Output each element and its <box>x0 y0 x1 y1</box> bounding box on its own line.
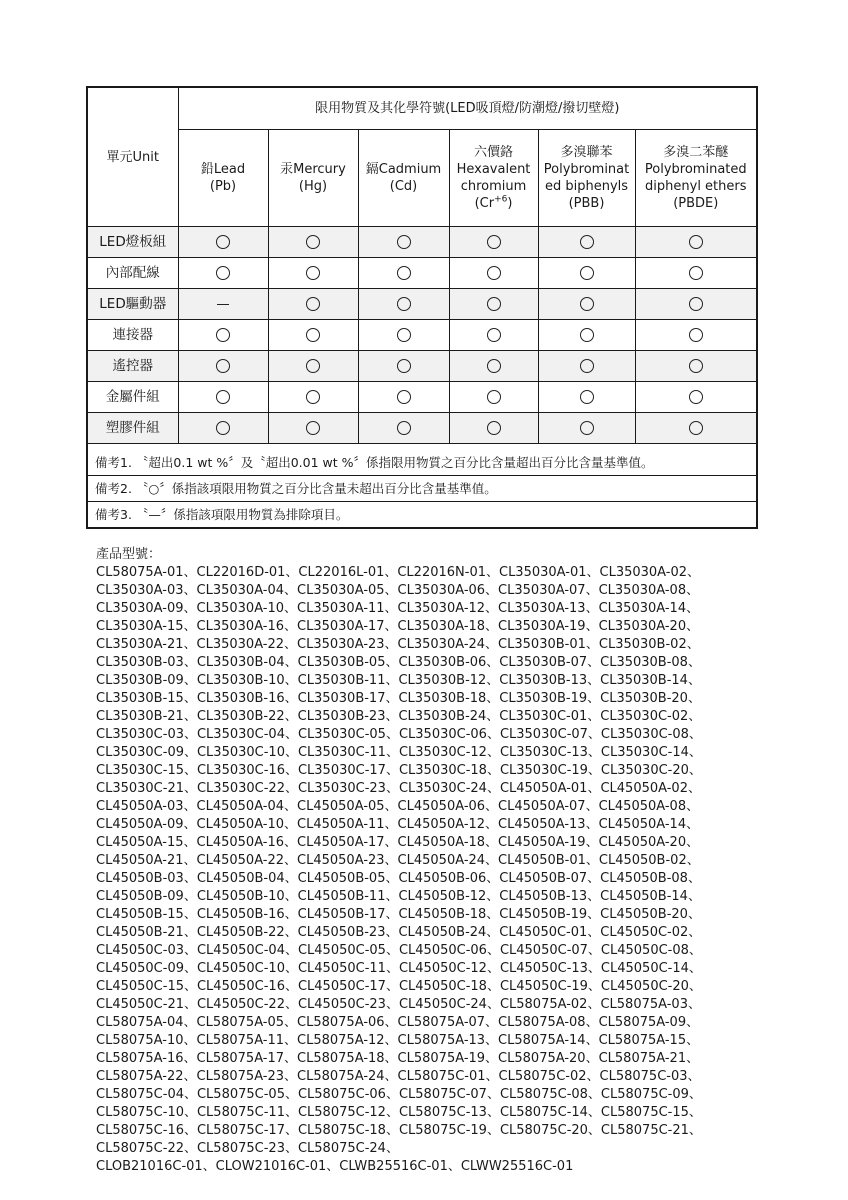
compliance-mark <box>538 382 635 413</box>
compliance-mark <box>635 351 757 382</box>
model-line: CL45050A-15、CL45050A-16、CL45050A-17、CL45050A-18、CL45050A-19、CL45050A-20、 <box>96 835 700 850</box>
circle-icon <box>397 266 411 280</box>
model-line: CL58075A-10、CL58075A-11、CL58075A-12、CL58075A-13、CL58075A-14、CL58075A-15、 <box>96 1033 700 1048</box>
note-2: 備考2. 〝○〞係指該項限用物質之百分比含量未超出百分比含量基準值。 <box>87 476 757 502</box>
substance-header-cr6: 六價鉻 Hexavalent chromium $(Cr^{+6})$ <box>449 130 538 227</box>
compliance-mark <box>268 227 358 258</box>
compliance-mark <box>538 289 635 320</box>
compliance-mark <box>268 258 358 289</box>
circle-icon <box>306 297 320 311</box>
circle-icon <box>216 235 230 249</box>
component-name: 金屬件組 <box>87 382 178 413</box>
circle-icon <box>397 328 411 342</box>
model-line: CL58075C-10、CL58075C-11、CL58075C-12、CL58075C-13、CL58075C-14、CL58075C-15、 <box>96 1105 702 1120</box>
unit-header: 單元Unit <box>87 87 178 227</box>
circle-icon <box>216 328 230 342</box>
compliance-mark <box>268 413 358 444</box>
circle-icon <box>689 297 703 311</box>
model-line: CL58075C-04、CL58075C-05、CL58075C-06、CL58075C-07、CL58075C-08、CL58075C-09、 <box>96 1087 702 1102</box>
model-line: CL58075C-16、CL58075C-17、CL58075C-18、CL58075C-19、CL58075C-20、CL58075C-21、 <box>96 1123 702 1138</box>
compliance-mark <box>268 382 358 413</box>
model-line: CL58075A-22、CL58075A-23、CL58075A-24、CL58075C-01、CL58075C-02、CL58075C-03、 <box>96 1069 701 1084</box>
circle-icon <box>306 359 320 373</box>
model-line: CL45050C-21、CL45050C-22、CL45050C-23、CL45050C-24、CL58075A-02、CL58075A-03、 <box>96 997 701 1012</box>
circle-icon <box>216 359 230 373</box>
model-list-label: 產品型號： <box>96 547 162 562</box>
compliance-mark <box>268 351 358 382</box>
model-lines <box>96 564 736 1176</box>
model-line: CL45050A-21、CL45050A-22、CL45050A-23、CL45050A-24、CL45050B-01、CL45050B-02、 <box>96 853 700 868</box>
table-row <box>87 351 757 382</box>
circle-icon <box>487 359 501 373</box>
model-line: CL35030C-09、CL35030C-10、CL35030C-11、CL35030C-12、CL35030C-13、CL35030C-14、 <box>96 745 702 760</box>
circle-icon <box>689 421 703 435</box>
model-line: CL45050B-21、CL45050B-22、CL45050B-23、CL45050B-24、CL45050C-01、CL45050C-02、 <box>96 925 702 940</box>
compliance-mark <box>449 227 538 258</box>
table-row <box>87 382 757 413</box>
circle-icon <box>487 390 501 404</box>
model-line: CL35030B-09、CL35030B-10、CL35030B-11、CL35030B-12、CL35030B-13、CL35030B-14、 <box>96 673 701 688</box>
compliance-mark <box>635 258 757 289</box>
compliance-mark <box>268 320 358 351</box>
substance-header-pbde: 多溴二苯醚 Polybrominated diphenyl ethers (PBDE) <box>635 130 757 227</box>
compliance-mark <box>538 351 635 382</box>
circle-icon <box>306 390 320 404</box>
compliance-mark <box>449 289 538 320</box>
circle-icon <box>487 266 501 280</box>
model-line: CL35030A-09、CL35030A-10、CL35030A-11、CL35030A-12、CL35030A-13、CL35030A-14、 <box>96 601 700 616</box>
model-line: CL45050A-09、CL45050A-10、CL45050A-11、CL45050A-12、CL45050A-13、CL45050A-14、 <box>96 817 700 832</box>
component-name: LED燈板組 <box>87 227 178 258</box>
model-line: CL35030B-03、CL35030B-04、CL35030B-05、CL35030B-06、CL35030B-07、CL35030B-08、 <box>96 655 701 670</box>
model-line: CL45050B-09、CL45050B-10、CL45050B-11、CL45050B-12、CL45050B-13、CL45050B-14、 <box>96 889 701 904</box>
model-line: CL45050B-03、CL45050B-04、CL45050B-05、CL45050B-06、CL45050B-07、CL45050B-08、 <box>96 871 701 886</box>
circle-icon <box>397 421 411 435</box>
circle-icon <box>689 328 703 342</box>
compliance-mark <box>178 258 268 289</box>
compliance-mark <box>358 351 449 382</box>
component-name: 連接器 <box>87 320 178 351</box>
circle-icon <box>580 266 594 280</box>
model-line: CL35030C-21、CL35030C-22、CL35030C-23、CL35030C-24、CL45050A-01、CL45050A-02、 <box>96 781 701 796</box>
circle-icon <box>580 359 594 373</box>
compliance-mark <box>449 320 538 351</box>
compliance-mark <box>538 227 635 258</box>
circle-icon <box>487 421 501 435</box>
compliance-mark <box>449 413 538 444</box>
dash-icon <box>217 304 229 305</box>
compliance-mark <box>449 258 538 289</box>
compliance-mark <box>268 289 358 320</box>
compliance-mark <box>178 351 268 382</box>
compliance-mark <box>178 320 268 351</box>
model-line: CL45050C-03、CL45050C-04、CL45050C-05、CL45050C-06、CL45050C-07、CL45050C-08、 <box>96 943 702 958</box>
circle-icon <box>397 297 411 311</box>
circle-icon <box>689 235 703 249</box>
compliance-mark <box>635 227 757 258</box>
compliance-mark <box>358 289 449 320</box>
component-name: 塑膠件組 <box>87 413 178 444</box>
model-line: CL58075A-04、CL58075A-05、CL58075A-06、CL58075A-07、CL58075A-08、CL58075A-09、 <box>96 1015 700 1030</box>
component-name: 遙控器 <box>87 351 178 382</box>
model-line: CL35030A-21、CL35030A-22、CL35030A-23、CL35030A-24、CL35030B-01、CL35030B-02、 <box>96 637 700 652</box>
compliance-mark <box>635 413 757 444</box>
compliance-mark <box>358 258 449 289</box>
compliance-mark <box>178 382 268 413</box>
compliance-mark <box>178 289 268 320</box>
note-1: 備考1. 〝超出0.1 wt %〞及〝超出0.01 wt %〞係指限用物質之百分比含量超出百分比含量基準值。 <box>87 444 757 476</box>
circle-icon <box>397 235 411 249</box>
compliance-mark <box>449 351 538 382</box>
model-line: CL35030A-15、CL35030A-16、CL35030A-17、CL35030A-18、CL35030A-19、CL35030A-20、 <box>96 619 700 634</box>
circle-icon <box>689 359 703 373</box>
circle-icon <box>397 390 411 404</box>
substance-header-hg: 汞Mercury (Hg) <box>268 130 358 227</box>
model-line: CL45050A-03、CL45050A-04、CL45050A-05、CL45050A-06、CL45050A-07、CL45050A-08、 <box>96 799 700 814</box>
compliance-mark <box>358 227 449 258</box>
circle-icon <box>216 421 230 435</box>
compliance-mark <box>178 413 268 444</box>
component-name: LED驅動器 <box>87 289 178 320</box>
compliance-mark <box>635 382 757 413</box>
compliance-mark <box>538 320 635 351</box>
circle-icon <box>689 266 703 280</box>
model-line: CL35030C-03、CL35030C-04、CL35030C-05、CL35030C-06、CL35030C-07、CL35030C-08、 <box>96 727 702 742</box>
circle-icon <box>306 235 320 249</box>
model-line: CL45050C-09、CL45050C-10、CL45050C-11、CL45050C-12、CL45050C-13、CL45050C-14、 <box>96 961 702 976</box>
compliance-mark <box>635 320 757 351</box>
model-line: CL35030B-15、CL35030B-16、CL35030B-17、CL35030B-18、CL35030B-19、CL35030B-20、 <box>96 691 701 706</box>
compliance-mark <box>449 382 538 413</box>
circle-icon <box>306 421 320 435</box>
compliance-mark <box>538 258 635 289</box>
component-name: 內部配線 <box>87 258 178 289</box>
circle-icon <box>580 390 594 404</box>
model-line: CL35030B-21、CL35030B-22、CL35030B-23、CL35030B-24、CL35030C-01、CL35030C-02、 <box>96 709 702 724</box>
substance-header-cd: 鎘Cadmium (Cd) <box>358 130 449 227</box>
table-row <box>87 289 757 320</box>
circle-icon <box>306 266 320 280</box>
table-row <box>87 227 757 258</box>
model-line: CL35030A-03、CL35030A-04、CL35030A-05、CL35030A-06、CL35030A-07、CL35030A-08、 <box>96 583 700 598</box>
circle-icon <box>487 235 501 249</box>
compliance-mark <box>358 413 449 444</box>
model-list <box>96 546 736 1176</box>
compliance-mark <box>635 289 757 320</box>
table-row <box>87 320 757 351</box>
restricted-substances-table <box>86 86 758 529</box>
model-line: CL45050C-15、CL45050C-16、CL45050C-17、CL45050C-18、CL45050C-19、CL45050C-20、 <box>96 979 702 994</box>
table-row <box>87 413 757 444</box>
table-row <box>87 258 757 289</box>
circle-icon <box>580 297 594 311</box>
model-line: CL58075A-01、CL22016D-01、CL22016L-01、CL22016N-01、CL35030A-01、CL35030A-02、 <box>96 565 701 580</box>
circle-icon <box>580 421 594 435</box>
compliance-mark <box>538 413 635 444</box>
compliance-mark <box>358 382 449 413</box>
circle-icon <box>397 359 411 373</box>
circle-icon <box>487 297 501 311</box>
circle-icon <box>216 266 230 280</box>
circle-icon <box>306 328 320 342</box>
model-line: CLOB21016C-01、CLOW21016C-01、CLWB25516C-01、CLWW25516C-01 <box>96 1159 574 1174</box>
compliance-mark <box>178 227 268 258</box>
circle-icon <box>580 235 594 249</box>
compliance-mark <box>358 320 449 351</box>
model-line: CL58075C-22、CL58075C-23、CL58075C-24、 <box>96 1141 399 1156</box>
substance-group-title: 限用物質及其化學符號(LED吸頂燈/防潮燈/撥切壁燈) <box>178 87 757 130</box>
circle-icon <box>216 390 230 404</box>
circle-icon <box>487 328 501 342</box>
component-rows <box>87 227 757 444</box>
note-3: 備考3. 〝—〞係指該項限用物質為排除項目。 <box>87 502 757 529</box>
substance-header-pbb: 多溴聯苯 Polybrominat ed biphenyls (PBB) <box>538 130 635 227</box>
circle-icon <box>689 390 703 404</box>
model-line: CL45050B-15、CL45050B-16、CL45050B-17、CL45050B-18、CL45050B-19、CL45050B-20、 <box>96 907 701 922</box>
circle-icon <box>580 328 594 342</box>
model-line: CL58075A-16、CL58075A-17、CL58075A-18、CL58075A-19、CL58075A-20、CL58075A-21、 <box>96 1051 700 1066</box>
substance-header-pb: 鉛Lead (Pb) <box>178 130 268 227</box>
model-line: CL35030C-15、CL35030C-16、CL35030C-17、CL35030C-18、CL35030C-19、CL35030C-20、 <box>96 763 702 778</box>
